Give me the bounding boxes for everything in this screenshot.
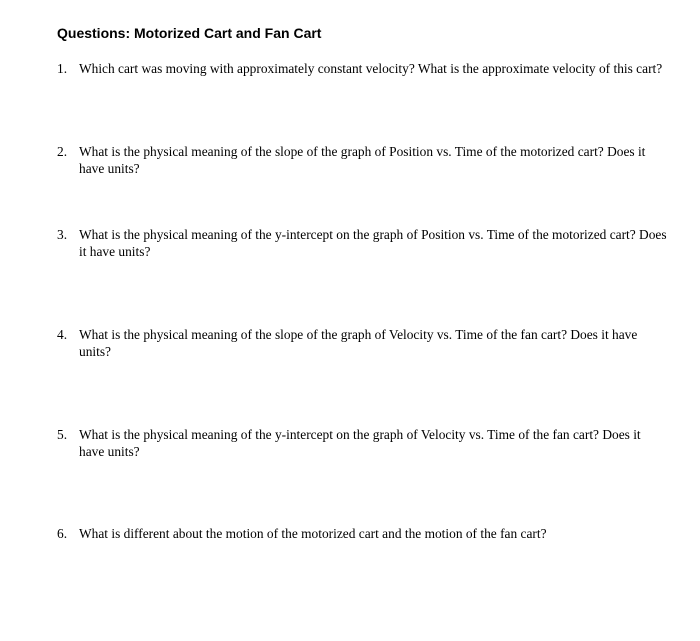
question-text: What is the physical meaning of the slope of the graph of Position vs. Time of the motorized cart? Does it have units? [79,144,646,176]
question-text: Which cart was moving with approximately constant velocity? What is the approximate velocity of this cart? [79,61,663,76]
page-title: Questions: Motorized Cart and Fan Cart [57,25,322,41]
question-text: What is the physical meaning of the y-intercept on the graph of Position vs. Time of the motorized cart? Does it have units? [79,227,667,259]
question-item [57,525,667,542]
question-number: 1. [57,61,68,76]
question-item [57,226,667,260]
question-number: 3. [57,227,68,242]
question-number: 6. [57,526,68,541]
question-item [57,426,667,460]
question-text: What is the physical meaning of the y-intercept on the graph of Velocity vs. Time of the fan cart? Does it have units? [79,427,641,459]
question-text: What is the physical meaning of the slope of the graph of Velocity vs. Time of the fan cart? Does it have units? [79,327,638,359]
question-text: What is different about the motion of the motorized cart and the motion of the fan cart? [79,526,547,541]
question-number: 2. [57,144,68,159]
question-item [57,143,667,177]
question-item [57,326,667,360]
question-number: 5. [57,427,68,442]
question-number: 4. [57,327,68,342]
question-item [57,60,667,77]
